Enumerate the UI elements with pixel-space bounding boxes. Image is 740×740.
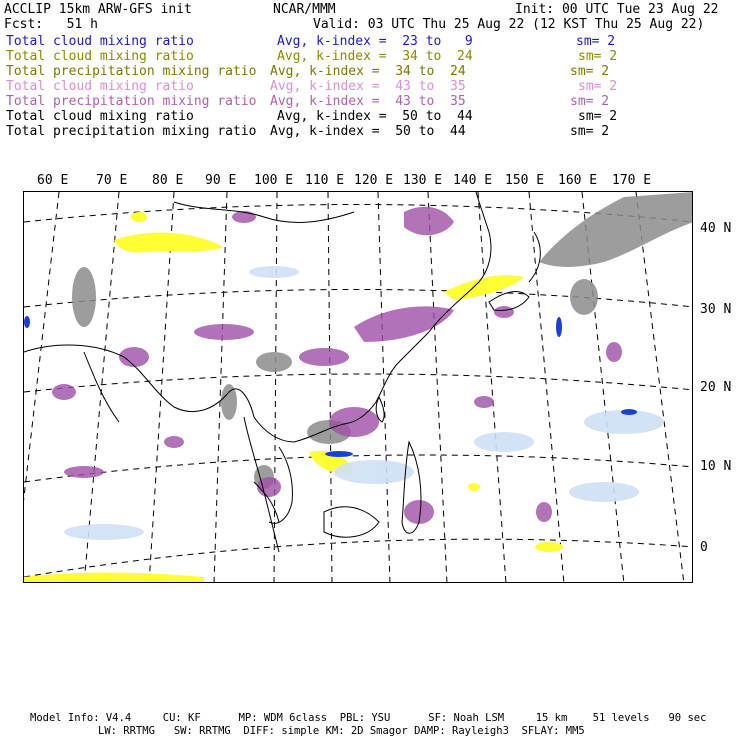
legend-row-avg: Avg, k-index = 34 to 24 xyxy=(277,49,473,64)
legend-row-field: Total cloud mixing ratio xyxy=(6,49,194,64)
lon-label: 60 E xyxy=(37,173,69,188)
legend-row-avg: Avg, k-index = 50 to 44 xyxy=(270,124,466,139)
lon-label: 110 E xyxy=(305,173,345,188)
organization-label: NCAR/MMM xyxy=(273,2,336,17)
forecast-hour: Fcst: 51 h xyxy=(4,17,98,32)
legend-row-field: Total precipitation mixing ratio xyxy=(6,94,257,109)
model-info-line2: LW: RRTMG SW: RRTMG DIFF: simple KM: 2D Smagor DAMP: Rayleigh3 SFLAY: MM5 xyxy=(98,725,585,737)
lon-label: 140 E xyxy=(453,173,493,188)
lat-label: 10 N xyxy=(700,459,732,474)
lat-label: 40 N xyxy=(700,221,732,236)
valid-time: Valid: 03 UTC Thu 25 Aug 22 (12 KST Thu 25 Aug 22) xyxy=(313,17,705,32)
legend-row-sm: sm= 2 xyxy=(576,34,616,49)
lon-label: 120 E xyxy=(354,173,394,188)
lon-label: 170 E xyxy=(612,173,652,188)
lat-label: 30 N xyxy=(700,302,732,317)
legend-row-sm: sm= 2 xyxy=(578,79,618,94)
lon-label: 70 E xyxy=(96,173,128,188)
lat-label: 0 xyxy=(700,540,708,555)
lon-label: 90 E xyxy=(205,173,237,188)
legend-row-avg: Avg, k-index = 43 to 35 xyxy=(270,94,466,109)
legend-row-sm: sm= 2 xyxy=(578,49,618,64)
legend-row-sm: sm= 2 xyxy=(570,94,610,109)
legend-row-avg: Avg, k-index = 50 to 44 xyxy=(277,109,473,124)
legend-row-field: Total precipitation mixing ratio xyxy=(6,64,257,79)
lat-label: 20 N xyxy=(700,380,732,395)
legend-row-field: Total cloud mixing ratio xyxy=(6,34,194,49)
legend-row-avg: Avg, k-index = 34 to 24 xyxy=(270,64,466,79)
legend-row-avg: Avg, k-index = 23 to 9 xyxy=(277,34,473,49)
legend-row-sm: sm= 2 xyxy=(570,64,610,79)
lon-label: 100 E xyxy=(254,173,294,188)
forecast-map xyxy=(23,191,693,583)
lon-label: 150 E xyxy=(505,173,545,188)
model-info-line1: Model Info: V4.4 CU: KF MP: WDM 6class PBL: YSU SF: Noah LSM 15 km 51 levels 90 sec xyxy=(30,712,707,724)
legend-row-field: Total cloud mixing ratio xyxy=(6,79,194,94)
legend-row-sm: sm= 2 xyxy=(578,109,618,124)
legend-row-field: Total precipitation mixing ratio xyxy=(6,124,257,139)
legend-row-field: Total cloud mixing ratio xyxy=(6,109,194,124)
lon-label: 80 E xyxy=(152,173,184,188)
product-title: ACCLIP 15km ARW-GFS init xyxy=(4,2,192,17)
legend-row-avg: Avg, k-index = 43 to 35 xyxy=(270,79,466,94)
init-time: Init: 00 UTC Tue 23 Aug 22 xyxy=(515,2,719,17)
lon-label: 130 E xyxy=(403,173,443,188)
coastlines xyxy=(24,192,540,552)
legend-row-sm: sm= 2 xyxy=(570,124,610,139)
lon-label: 160 E xyxy=(558,173,598,188)
